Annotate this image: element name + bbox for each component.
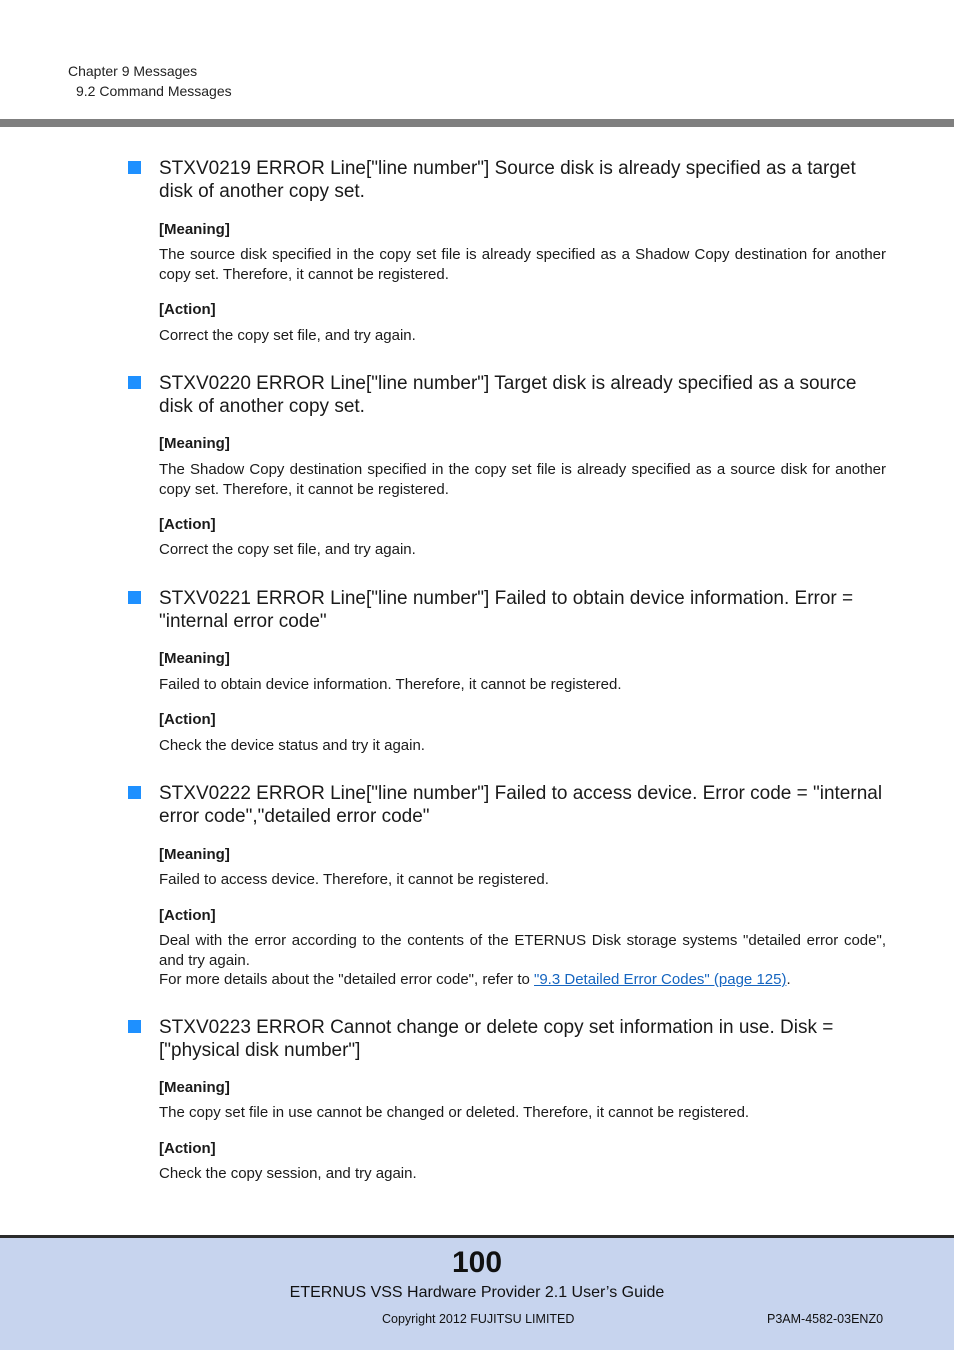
copyright-text: Copyright 2012 FUJITSU LIMITED bbox=[382, 1312, 575, 1326]
meaning-label: [Meaning] bbox=[159, 846, 230, 863]
detailed-error-codes-link[interactable]: "9.3 Detailed Error Codes" (page 125) bbox=[534, 971, 787, 988]
action-label: [Action] bbox=[159, 1140, 216, 1157]
page-number: 100 bbox=[451, 1246, 503, 1279]
action-more-prefix: For more details about the "detailed error code", refer to bbox=[159, 971, 535, 988]
meaning-label: [Meaning] bbox=[159, 435, 230, 452]
square-bullet-icon bbox=[128, 161, 141, 174]
action-more-text bbox=[159, 970, 886, 990]
action-text: Check the copy session, and try again. bbox=[159, 1165, 417, 1182]
meaning-text: The source disk specified in the copy set file is already specified as a Shadow Copy destination for another copy set. Therefore, it cannot be registered. bbox=[159, 246, 886, 283]
meaning-text: Failed to obtain device information. Therefore, it cannot be registered. bbox=[159, 676, 622, 693]
square-bullet-icon bbox=[128, 376, 141, 389]
message-title: STXV0222 ERROR Line["line number"] Failed to access device. Error code = "internal error code","detailed error code" bbox=[159, 783, 883, 827]
action-text: Correct the copy set file, and try again. bbox=[159, 541, 416, 558]
action-label: [Action] bbox=[159, 711, 216, 728]
meaning-label: [Meaning] bbox=[159, 1079, 230, 1096]
action-label: [Action] bbox=[159, 907, 216, 924]
action-text: Deal with the error according to the contents of the ETERNUS Disk storage systems "detailed error code", and try again. bbox=[159, 932, 886, 969]
action-text: Check the device status and try it again. bbox=[159, 737, 425, 754]
meaning-label: [Meaning] bbox=[159, 650, 230, 667]
meaning-text: Failed to access device. Therefore, it cannot be registered. bbox=[159, 871, 549, 888]
guide-title: ETERNUS VSS Hardware Provider 2.1 User’s Guide bbox=[289, 1284, 665, 1301]
header-chapter: Chapter 9 Messages bbox=[68, 63, 198, 79]
meaning-text: The Shadow Copy destination specified in the copy set file is already specified as a source disk for another copy set. Therefore, it cannot be registered. bbox=[159, 461, 886, 498]
message-title: STXV0219 ERROR Line["line number"] Source disk is already specified as a target disk of another copy set. bbox=[159, 158, 856, 202]
action-text: Correct the copy set file, and try again. bbox=[159, 327, 416, 344]
message-title: STXV0220 ERROR Line["line number"] Target disk is already specified as a source disk of another copy set. bbox=[159, 373, 857, 417]
page-footer bbox=[0, 1235, 954, 1350]
meaning-label: [Meaning] bbox=[159, 221, 230, 238]
action-label: [Action] bbox=[159, 301, 216, 318]
action-label: [Action] bbox=[159, 516, 216, 533]
document-id: P3AM-4582-03ENZ0 bbox=[767, 1312, 884, 1326]
square-bullet-icon bbox=[128, 591, 141, 604]
meaning-text: The copy set file in use cannot be changed or deleted. Therefore, it cannot be registered. bbox=[159, 1104, 750, 1121]
square-bullet-icon bbox=[128, 786, 141, 799]
action-more-suffix: . bbox=[786, 971, 791, 988]
header-section: 9.2 Command Messages bbox=[76, 83, 232, 99]
message-title: STXV0221 ERROR Line["line number"] Failed to obtain device information. Error = "internal error code" bbox=[159, 588, 854, 632]
message-title: STXV0223 ERROR Cannot change or delete copy set information in use. Disk = ["physical disk number"] bbox=[159, 1017, 834, 1061]
header-divider-bar bbox=[0, 119, 954, 127]
square-bullet-icon bbox=[128, 1020, 141, 1033]
